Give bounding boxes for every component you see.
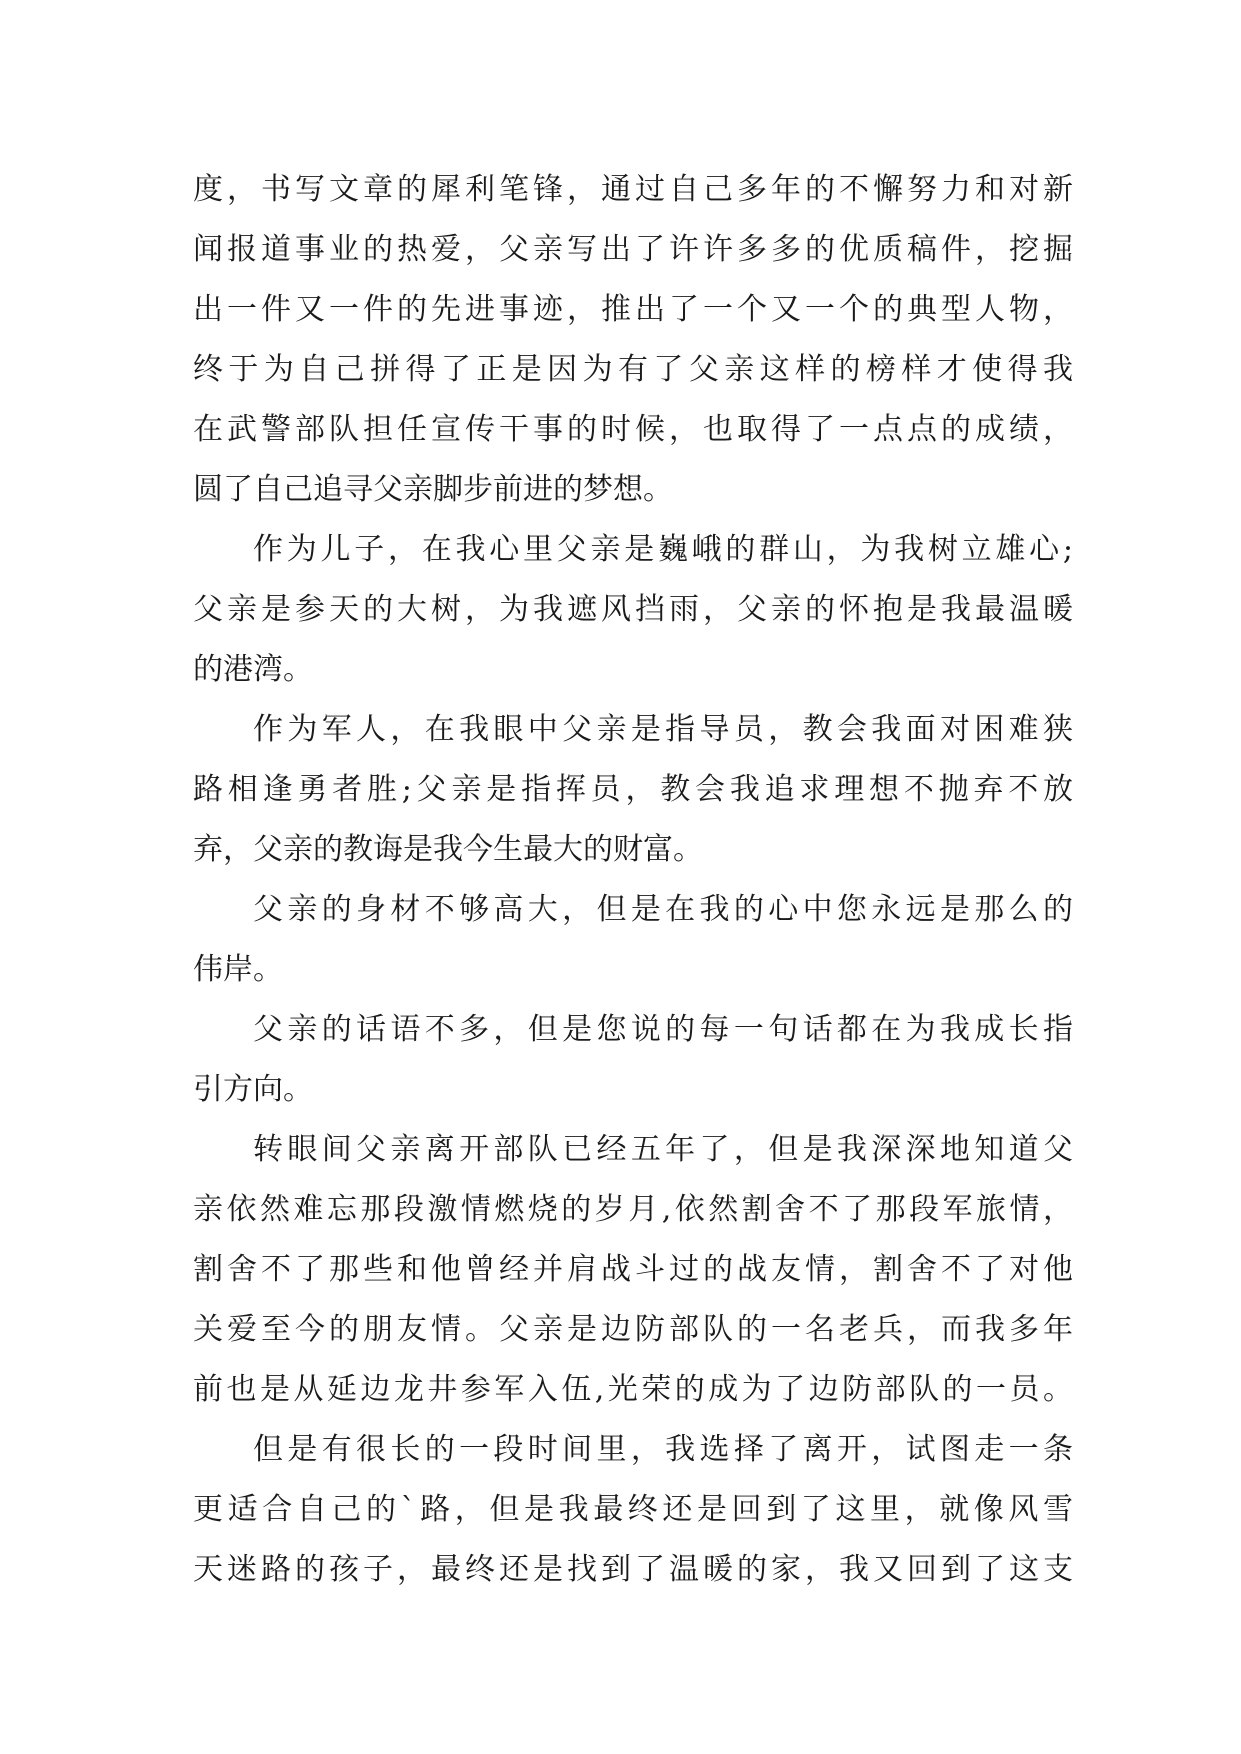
text-line: 更适合自己的`路，但是我最终还是回到了这里，就像风雪: [193, 1492, 1073, 1527]
body-text: [193, 160, 1073, 1600]
paragraph-first-line: 转眼间父亲离开部队已经五年了，但是我深深地知道父: [253, 1132, 1073, 1167]
text-line: 割舍不了那些和他曾经并肩战斗过的战友情，割舍不了对他: [193, 1252, 1073, 1287]
paragraph-first-line: 父亲的身材不够高大，但是在我的心中您永远是那么的: [253, 892, 1073, 927]
text-line: 度，书写文章的犀利笔锋，通过自己多年的不懈努力和对新: [193, 172, 1073, 207]
text-line: 路相逢勇者胜;父亲是指挥员，教会我追求理想不抛弃不放: [193, 772, 1073, 807]
text-line: 在武警部队担任宣传干事的时候，也取得了一点点的成绩，: [193, 412, 1073, 447]
text-line: 前也是从延边龙井参军入伍,光荣的成为了边防部队的一员。: [193, 1372, 1073, 1407]
paragraph-first-line: 父亲的话语不多，但是您说的每一句话都在为我成长指: [253, 1012, 1073, 1047]
text-line: 圆了自己追寻父亲脚步前进的梦想。: [193, 472, 673, 507]
paragraph-first-line: 作为军人，在我眼中父亲是指导员，教会我面对困难狭: [253, 712, 1073, 747]
text-line: 闻报道事业的热爱，父亲写出了许许多多的优质稿件，挖掘: [193, 232, 1073, 267]
text-line: 关爱至今的朋友情。父亲是边防部队的一名老兵，而我多年: [193, 1312, 1073, 1347]
text-line: 出一件又一件的先进事迹，推出了一个又一个的典型人物，: [193, 292, 1073, 327]
text-line: 弃，父亲的教诲是我今生最大的财富。: [193, 832, 703, 867]
paragraph-first-line: 但是有很长的一段时间里，我选择了离开，试图走一条: [253, 1432, 1073, 1467]
text-line: 天迷路的孩子，最终还是找到了温暖的家，我又回到了这支: [193, 1552, 1073, 1587]
text-line: 父亲是参天的大树，为我遮风挡雨，父亲的怀抱是我最温暖: [193, 592, 1073, 627]
text-line: 伟岸。: [193, 952, 283, 987]
text-line: 终于为自己拼得了正是因为有了父亲这样的榜样才使得我: [193, 352, 1073, 387]
text-line: 亲依然难忘那段激情燃烧的岁月,依然割舍不了那段军旅情，: [193, 1192, 1073, 1227]
text-line: 的港湾。: [193, 652, 313, 687]
paragraph-first-line: 作为儿子，在我心里父亲是巍峨的群山，为我树立雄心;: [253, 532, 1073, 567]
text-line: 引方向。: [193, 1072, 313, 1107]
